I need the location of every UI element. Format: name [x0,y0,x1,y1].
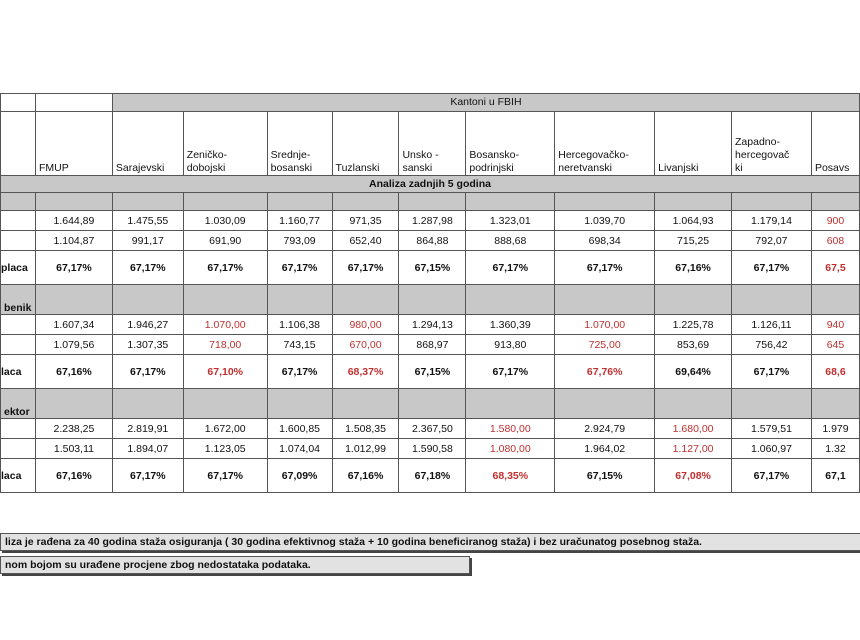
section-blank [555,285,655,315]
header-group-title: Kantoni u FBIH [112,94,859,112]
value-cell: 1.680,00 [655,419,732,439]
value-cell: 864,88 [399,231,466,251]
value-cell: 67,17% [466,251,555,285]
section-blank [466,193,555,211]
value-cell: 1.179,14 [732,211,812,231]
value-cell: 67,17% [555,251,655,285]
section-blank [35,285,112,315]
value-cell: 67,17% [466,355,555,389]
table-row [1,231,860,251]
value-cell: 1.644,89 [35,211,112,231]
section-blank [655,193,732,211]
table-row [1,335,860,355]
row-label: laca [1,355,36,389]
value-cell: 67,16% [35,355,112,389]
value-cell: 1.079,56 [35,335,112,355]
value-cell: 67,08% [655,459,732,493]
value-cell: 1.607,34 [35,315,112,335]
section-blank [466,389,555,419]
column-header: Sarajevski [112,112,183,176]
section-blank [811,389,859,419]
value-cell: 743,15 [267,335,332,355]
value-cell: 67,17% [112,355,183,389]
value-cell: 725,00 [555,335,655,355]
value-cell: 69,64% [655,355,732,389]
section-blank [732,285,812,315]
value-cell: 913,80 [466,335,555,355]
column-header: Hercegovačko- neretvanski [555,112,655,176]
column-header: Tuzlanski [332,112,399,176]
value-cell: 793,09 [267,231,332,251]
column-header: Posavs [811,112,859,176]
section-blank [332,389,399,419]
value-cell: 1.946,27 [112,315,183,335]
value-cell: 715,25 [655,231,732,251]
value-cell: 67,17% [183,459,267,493]
value-cell: 2.238,25 [35,419,112,439]
header-corner [1,94,36,112]
value-cell: 718,00 [183,335,267,355]
column-header: Zapadno- hercegovač ki [732,112,812,176]
value-cell: 1.225,78 [655,315,732,335]
value-cell: 68,6 [811,355,859,389]
column-header: Livanjski [655,112,732,176]
value-cell: 1.070,00 [183,315,267,335]
table-row [1,251,860,285]
value-cell: 888,68 [466,231,555,251]
section-blank [35,389,112,419]
value-cell: 67,1 [811,459,859,493]
row-label: laca [1,459,36,493]
value-cell: 2.924,79 [555,419,655,439]
value-cell: 67,17% [732,251,812,285]
value-cell: 67,17% [112,459,183,493]
value-cell: 67,17% [267,251,332,285]
value-cell: 1.294,13 [399,315,466,335]
value-cell: 1.030,09 [183,211,267,231]
section-header-row [1,285,860,315]
value-cell: 67,10% [183,355,267,389]
value-cell: 1.32 [811,439,859,459]
value-cell: 691,90 [183,231,267,251]
table-row [1,459,860,493]
section-blank [655,389,732,419]
value-cell: 1.580,00 [466,419,555,439]
value-cell: 68,37% [332,355,399,389]
section-blank [811,285,859,315]
value-cell: 67,17% [112,251,183,285]
section-blank [183,389,267,419]
value-cell: 940 [811,315,859,335]
column-header: Srednje- bosanski [267,112,332,176]
value-cell: 67,17% [332,251,399,285]
value-cell: 1.590,58 [399,439,466,459]
value-cell: 67,15% [399,355,466,389]
section-label: benik [1,285,36,315]
row-label [1,335,36,355]
value-cell: 1.979 [811,419,859,439]
value-cell: 67,15% [555,459,655,493]
column-header: Zeničko- dobojski [183,112,267,176]
value-cell: 1.080,00 [466,439,555,459]
value-cell: 1.126,11 [732,315,812,335]
value-cell: 853,69 [655,335,732,355]
analysis-band-row [1,176,860,193]
section-blank [183,193,267,211]
section-blank [112,193,183,211]
value-cell: 67,09% [267,459,332,493]
value-cell: 67,18% [399,459,466,493]
table-row [1,355,860,389]
section-label: ektor [1,389,36,419]
value-cell: 1.579,51 [732,419,812,439]
value-cell: 1.894,07 [112,439,183,459]
value-cell: 67,16% [655,251,732,285]
value-cell: 67,5 [811,251,859,285]
value-cell: 1.600,85 [267,419,332,439]
section-blank [332,285,399,315]
row-label [1,419,36,439]
note-methodology: liza je rađena za 40 godina staža osiguranja ( 30 godina efektivnog staža + 10 godina beneficiranog staža) i bez uračunatog posebnog staža. [0,533,860,551]
section-blank [555,193,655,211]
value-cell: 2.819,91 [112,419,183,439]
table-row [1,315,860,335]
value-cell: 1.123,05 [183,439,267,459]
value-cell: 1.070,00 [555,315,655,335]
value-cell: 756,42 [732,335,812,355]
value-cell: 68,35% [466,459,555,493]
value-cell: 67,76% [555,355,655,389]
value-cell: 1.060,97 [732,439,812,459]
value-cell: 1.360,39 [466,315,555,335]
section-header-row [1,193,860,211]
column-header: FMUP [35,112,112,176]
section-blank [466,285,555,315]
value-cell: 67,16% [35,459,112,493]
value-cell: 971,35 [332,211,399,231]
header-columns-row [1,112,860,176]
section-blank [332,193,399,211]
value-cell: 868,97 [399,335,466,355]
header-fmup-blank [35,94,112,112]
value-cell: 1.064,93 [655,211,732,231]
value-cell: 1.287,98 [399,211,466,231]
value-cell: 1.508,35 [332,419,399,439]
header-label-column [1,112,36,176]
section-blank [655,285,732,315]
value-cell: 67,17% [732,355,812,389]
row-label [1,439,36,459]
section-header-row [1,389,860,419]
section-blank [555,389,655,419]
row-label: placa [1,251,36,285]
analysis-band-title: Analiza zadnjih 5 godina [1,176,860,193]
row-label [1,211,36,231]
pension-analysis-table [0,93,860,493]
value-cell: 608 [811,231,859,251]
section-blank [399,193,466,211]
value-cell: 1.104,87 [35,231,112,251]
value-cell: 1.106,38 [267,315,332,335]
value-cell: 67,17% [267,355,332,389]
section-blank [732,389,812,419]
value-cell: 67,17% [183,251,267,285]
section-blank [183,285,267,315]
value-cell: 1.323,01 [466,211,555,231]
value-cell: 1.039,70 [555,211,655,231]
row-label [1,231,36,251]
table-row [1,211,860,231]
row-label [1,315,36,335]
section-blank [267,193,332,211]
value-cell: 652,40 [332,231,399,251]
section-blank [267,389,332,419]
section-blank [399,285,466,315]
section-blank [267,285,332,315]
note-estimates: nom bojom su urađene procjene zbog nedostataka podataka. [0,556,470,574]
value-cell: 1.012,99 [332,439,399,459]
value-cell: 1.503,11 [35,439,112,459]
value-cell: 1.074,04 [267,439,332,459]
value-cell: 1.672,00 [183,419,267,439]
value-cell: 698,34 [555,231,655,251]
value-cell: 1.160,77 [267,211,332,231]
value-cell: 67,17% [35,251,112,285]
value-cell: 900 [811,211,859,231]
table-row [1,439,860,459]
section-blank [112,285,183,315]
value-cell: 1.127,00 [655,439,732,459]
section-blank [811,193,859,211]
value-cell: 792,07 [732,231,812,251]
value-cell: 1.307,35 [112,335,183,355]
table-row [1,419,860,439]
section-blank [35,193,112,211]
value-cell: 67,16% [332,459,399,493]
section-label [1,193,36,211]
column-header: Unsko - sanski [399,112,466,176]
section-blank [732,193,812,211]
section-blank [399,389,466,419]
header-group-row [1,94,860,112]
value-cell: 1.475,55 [112,211,183,231]
value-cell: 991,17 [112,231,183,251]
value-cell: 645 [811,335,859,355]
value-cell: 67,17% [732,459,812,493]
value-cell: 67,15% [399,251,466,285]
value-cell: 980,00 [332,315,399,335]
value-cell: 670,00 [332,335,399,355]
column-header: Bosansko- podrinjski [466,112,555,176]
value-cell: 2.367,50 [399,419,466,439]
value-cell: 1.964,02 [555,439,655,459]
section-blank [112,389,183,419]
